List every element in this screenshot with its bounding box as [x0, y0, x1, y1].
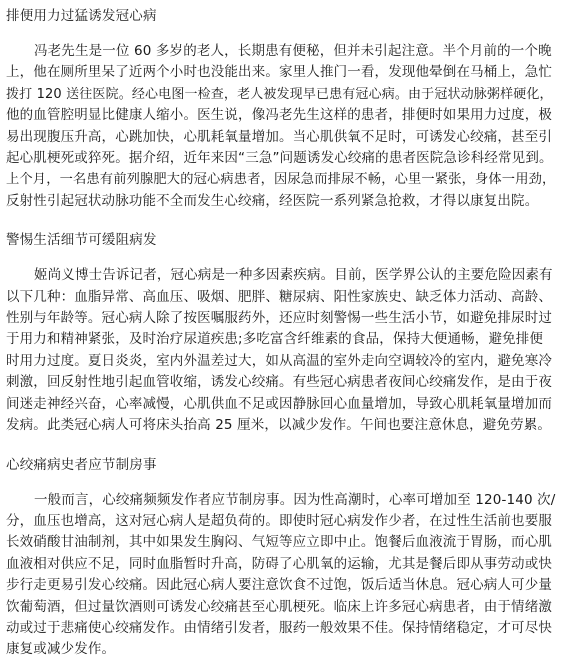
text-line: 姬尚义博士告诉记者，冠心病是一种多因素疾病。目前，医学界公认的主要危险因素有	[34, 267, 553, 284]
text-line: 康复或减少发作。	[6, 641, 116, 658]
text-line: 间迷走神经兴奋，心率减慢，心肌供血不足或因静脉回心血量增加，导致心肌耗氧量增加而	[6, 395, 552, 412]
paragraph-bowel-strain	[6, 41, 559, 212]
text-line: 刺激，回反射性地引起血管收缩，诱发心绞痛。有些冠心病患者夜间心绞痛发作，是由于夜	[6, 374, 552, 391]
text-line: 饮葡萄酒，但过量饮酒则可诱发心绞痛甚至心肌梗死。临床上许多冠心病患者，由于情绪激	[6, 598, 552, 615]
section-title-angina-history: 心绞痛病史者应节制房事	[6, 456, 157, 473]
text-line: 起心肌梗死或猝死。据介绍，近年来因“三急”问题诱发心绞痛的患者医院急诊科经常见到。	[6, 150, 553, 167]
text-line: 时用力过度。夏日炎炎，室内外温差过大，如从高温的室外走向空调较冷的室内，避免寒冷	[6, 352, 552, 369]
text-line: 冯老先生是一位 60 多岁的老人，长期患有便秘，但并未引起注意。半个月前的一个晚	[34, 43, 552, 59]
text-line: 动或过于悲痛使心绞痛发作。由情绪引发者，服药一般效果不佳。保持情绪稳定，才可尽快	[6, 619, 552, 636]
text-line: 血液相对供应不足，同时血脂暂时升高，防碍了心肌氧的运输，尤其是餐后即从事劳动或快	[6, 555, 552, 572]
text-line: 步行走更易引发心绞痛。因此冠心病人要注意饮食不过饱，饭后适当休息。冠心病人可少量	[6, 577, 552, 594]
section-title-bowel-strain: 排便用力过猛诱发冠心病	[6, 8, 157, 24]
text-line: 他的血管腔明显比健康人缩小。医生说，像冯老先生这样的患者，排便时如果用力过度，极	[6, 107, 552, 124]
text-line: 发病。此类冠心病人可将床头抬高 25 厘米，以减少发作。午间也要注意休息，避免劳累。	[6, 417, 552, 434]
text-line: 拨打 120 送往医院。经心电图一检查，老人被发现早已患有冠心病。由于冠状动脉粥样硬化，	[6, 86, 553, 102]
text-line: 性别与年龄等。冠心病人除了按医嘱服药外，还应时刻警惕一些生活小节，如避免排尿时过	[6, 310, 552, 327]
section-title-life-details: 警惕生活细节可缓阻病发	[6, 232, 157, 249]
paragraph-life-details	[6, 265, 559, 436]
text-line: 以下几种：血脂异常、高血压、吸烟、肥胖、糖尿病、阳性家族史、缺乏体力活动、高龄、	[6, 288, 552, 305]
text-line: 反射性引起冠状动脉功能不全而发生心绞痛，经医院一系列紧急抢救，才得以康复出院。	[6, 192, 539, 209]
text-line: 易出现腹压升高，心跳加快，心肌耗氧量增加。当心肌供氧不足时，可诱发心绞痛，甚至引	[6, 128, 552, 145]
text-line: 长效硝酸甘油制剂，其中如果发生胸闷、气短等应立即中止。饱餐后血液流于胃肠，而心肌	[6, 534, 552, 551]
text-line: 分，血压也增高，这对冠心病人是超负荷的。即使时冠心病发作少者，在过性生活前也要服	[6, 512, 552, 529]
paragraph-angina-history	[6, 490, 559, 661]
text-line: 一般而言，心绞痛频频发作者应节制房事。因为性高潮时，心率可增加至 120-140 次/	[34, 491, 556, 508]
text-line: 上，他在厕所里呆了近两个小时也没能出来。家里人推门一看，发现他晕倒在马桶上，急忙	[6, 64, 552, 81]
text-line: 上个月，一名患有前列腺肥大的冠心病患者，因尿急而排尿不畅，心里一紧张，身体一用劲，	[6, 172, 556, 188]
text-line: 于用力和精神紧张，及时治疗尿道疾患;多吃富含纤维素的食品，保持大便通畅，避免排便	[6, 331, 544, 348]
